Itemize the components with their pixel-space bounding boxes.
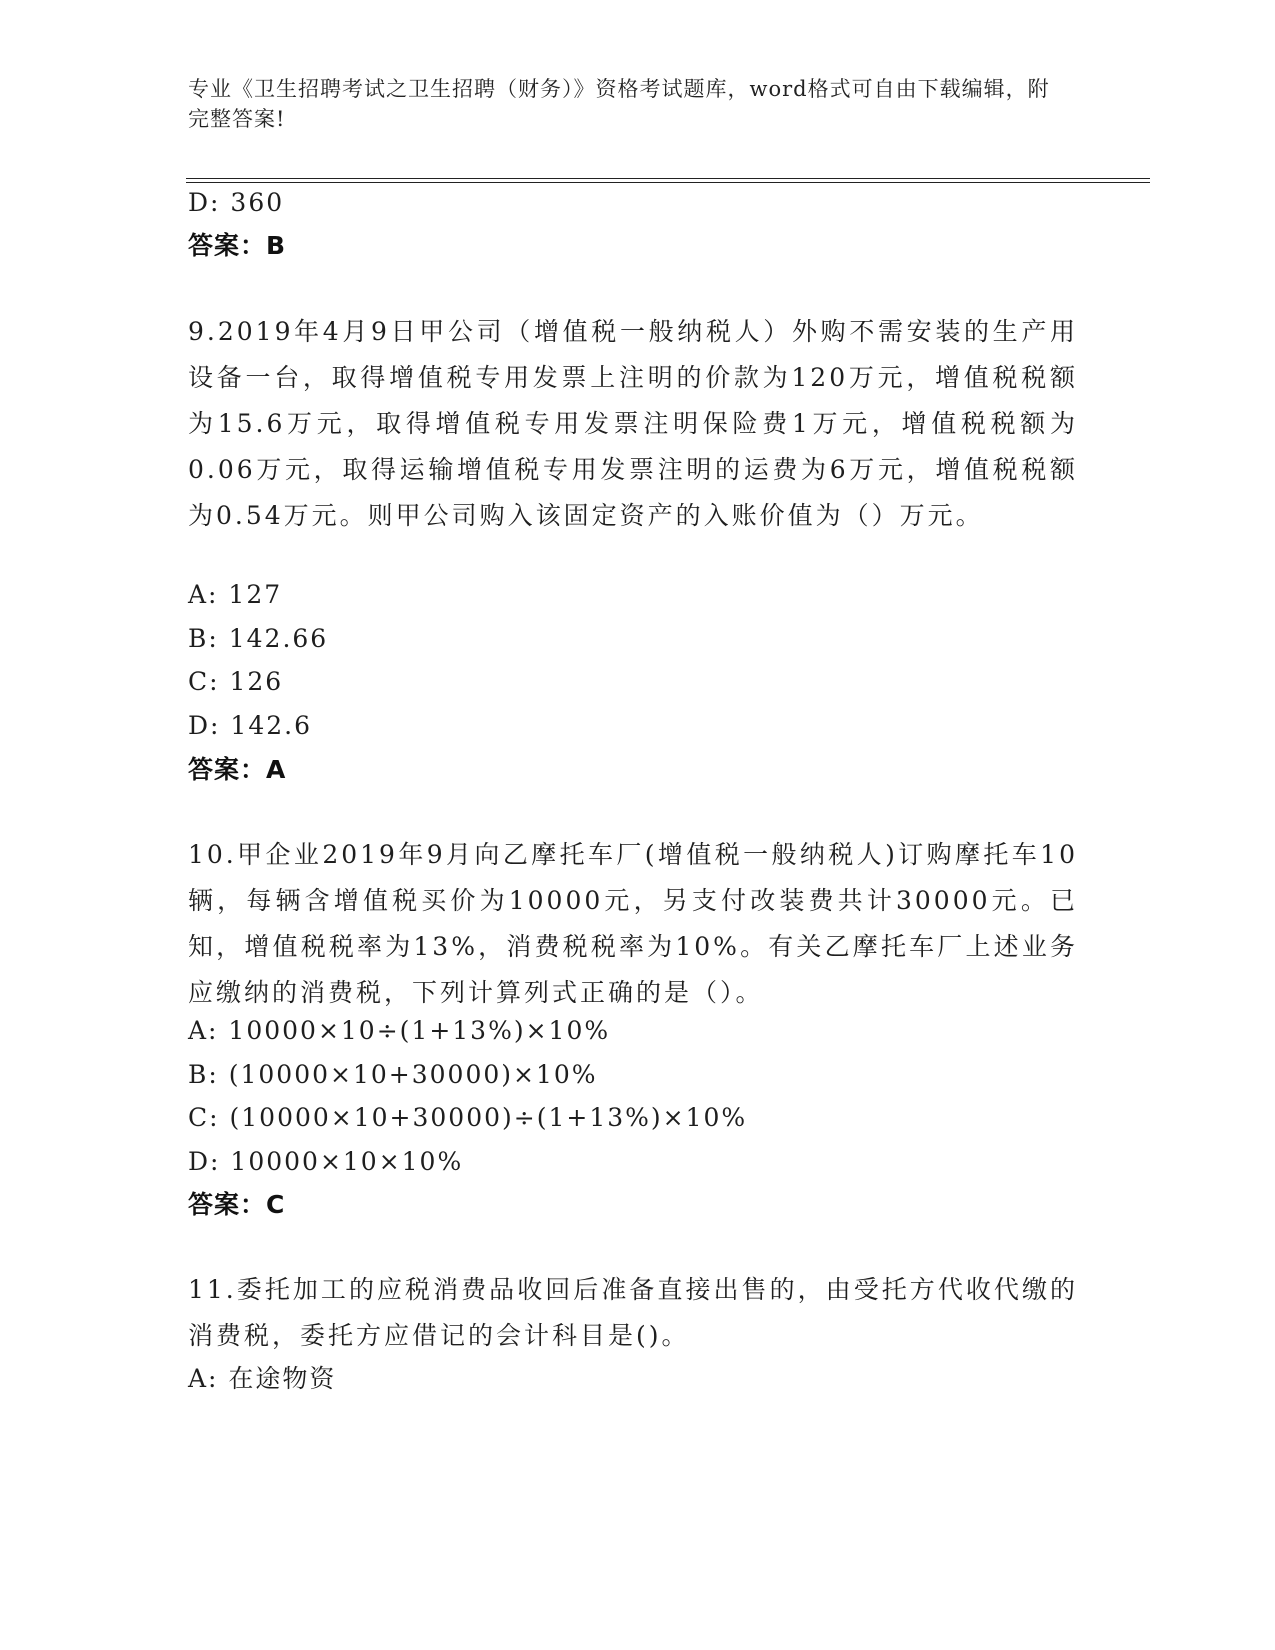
q9-option-a: A: 127 — [188, 580, 283, 609]
q8-answer: 答案：B — [188, 231, 287, 260]
q10-answer: 答案：C — [188, 1190, 286, 1219]
q11-stem: 11.委托加工的应税消费品收回后准备直接出售的，由受托方代收代缴的消费税，委托方应借记的会计科目是()。 — [188, 1275, 1078, 1350]
header-divider-top — [186, 178, 1150, 179]
q11-option-a: A: 在途物资 — [188, 1364, 337, 1393]
q10-option-a: A: 10000×10÷(1+13%)×10% — [188, 1016, 611, 1045]
document-header: 专业《卫生招聘考试之卫生招聘（财务）》资格考试题库，word格式可自由下载编辑，附完整答案! — [188, 77, 1050, 131]
header-divider-bottom — [186, 182, 1150, 183]
q9-option-c: C: 126 — [188, 667, 284, 696]
q10-stem: 10.甲企业2019年9月向乙摩托车厂(增值税一般纳税人)订购摩托车10辆，每辆含增值税买价为10000元，另支付改装费共计30000元。已知，增值税税率为13%，消费税税率为10%。有关乙摩托车厂上述业务应缴纳的消费税，下列计算列式正确的是（）。 — [188, 840, 1078, 1007]
q9-answer: 答案：A — [188, 755, 287, 784]
q10-option-d: D: 10000×10×10% — [188, 1147, 464, 1176]
q9-option-d: D: 142.6 — [188, 711, 312, 740]
q10-option-c: C: (10000×10+30000)÷(1+13%)×10% — [188, 1103, 748, 1132]
q9-stem: 9.2019年4月9日甲公司（增值税一般纳税人）外购不需安装的生产用设备一台，取得增值税专用发票上注明的价款为120万元，增值税税额为15.6万元，取得增值税专用发票注明保险费1万元，增值税税额为0.06万元，取得运输增值税专用发票注明的运费为6万元，增值税税额为0.54万元。则甲公司购入该固定资产的入账价值为（）万元。 — [188, 317, 1078, 530]
q10-option-b: B: (10000×10+30000)×10% — [188, 1060, 598, 1089]
q9-option-b: B: 142.66 — [188, 624, 329, 653]
q8-option-d: D: 360 — [188, 188, 285, 217]
